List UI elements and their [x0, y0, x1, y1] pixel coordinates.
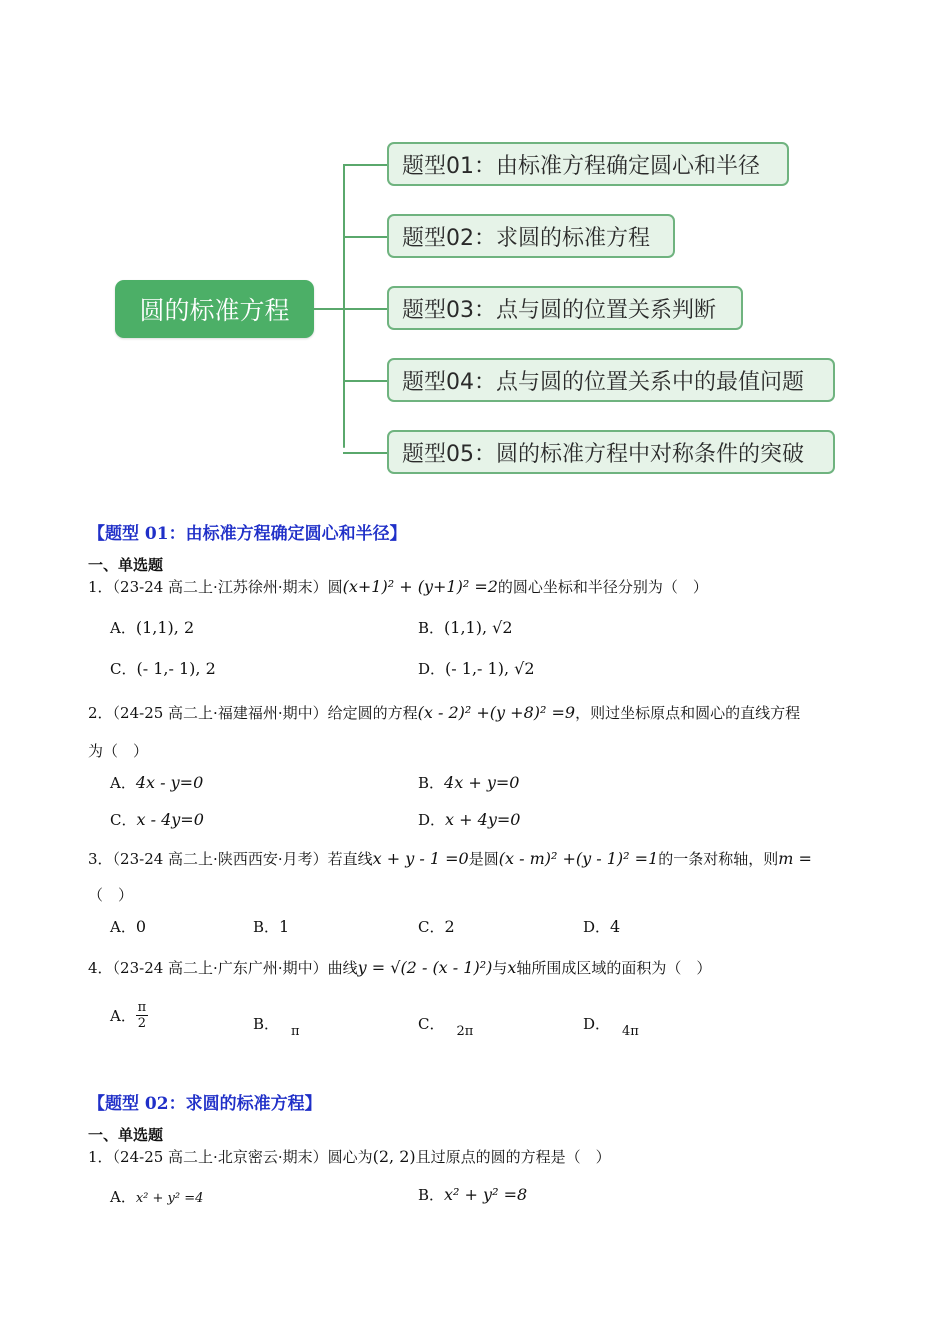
mindmap-branch: 题型01：由标准方程确定圆心和半径: [387, 142, 789, 186]
option-value: x² + y² =8: [444, 1185, 528, 1204]
option: [418, 1013, 474, 1039]
option-value: π: [291, 1024, 300, 1039]
option-value: 4x - y=0: [135, 773, 204, 792]
question-text: 圆: [327, 578, 343, 596]
question: [88, 957, 711, 978]
question-number: 1．: [88, 1148, 113, 1166]
fraction-numerator: π: [137, 1000, 147, 1015]
section-title: 【题型 02：求圆的标准方程】: [88, 1094, 322, 1114]
option: [418, 916, 455, 937]
question-text: 圆心为: [327, 1148, 373, 1166]
option-value: (- 1,- 1), 2: [136, 659, 216, 678]
option-label: A．: [110, 1188, 136, 1206]
mindmap-branch: 题型03：点与圆的位置关系判断: [387, 286, 743, 330]
mindmap-root: 圆的标准方程: [115, 280, 314, 338]
option-value: (1,1), 2: [135, 618, 195, 637]
question-text: 若直线: [327, 850, 373, 868]
option-label: A．: [110, 619, 136, 637]
question-text: 曲线: [327, 959, 358, 977]
question: [88, 702, 800, 723]
option-value: 2π: [456, 1024, 474, 1039]
option: [110, 809, 204, 830]
mindmap-branch: 题型04：点与圆的位置关系中的最值问题: [387, 358, 835, 402]
option-label: A．: [110, 1007, 136, 1025]
question: [88, 848, 812, 869]
option: [583, 1013, 639, 1039]
option-value: 2: [444, 917, 455, 936]
question-text: 给定圆的方程: [327, 704, 418, 722]
question-number: 4．: [88, 959, 113, 977]
question-source: （24-25 高二上·北京密云·期末）: [112, 1148, 328, 1166]
option-label: D．: [583, 918, 611, 936]
option: [253, 1013, 300, 1039]
option-label: C．: [110, 660, 137, 678]
question-text: （ ）: [88, 886, 134, 904]
mindmap-connector: [314, 308, 344, 310]
question-number: 1．: [88, 578, 113, 596]
question: [88, 576, 708, 597]
question-number: 2．: [88, 704, 113, 722]
option-label: B．: [418, 1186, 445, 1204]
option-value: x + 4y=0: [445, 810, 521, 829]
option-label: D．: [583, 1015, 611, 1033]
option: [110, 1186, 203, 1207]
option-label: A．: [110, 918, 136, 936]
question-text: 为（ ）: [88, 742, 149, 760]
section-subtitle: 一、单选题: [88, 1126, 164, 1144]
question-text: 是圆: [468, 850, 499, 868]
option: [110, 658, 216, 679]
option-label: B．: [253, 1015, 280, 1033]
option: [110, 617, 194, 638]
option: [110, 916, 146, 937]
question-text: 与: [492, 959, 508, 977]
option-value: x - 4y=0: [136, 810, 204, 829]
equation: x + y - 1 =0: [372, 849, 469, 868]
option-label: B．: [418, 774, 445, 792]
question-source: （23-24 高二上·广东广州·期中）: [112, 959, 328, 977]
equation: (x - 2)² +(y +8)² =9: [417, 703, 576, 722]
equation: (2, 2): [372, 1147, 416, 1166]
option-label: B．: [253, 918, 280, 936]
option: [418, 1184, 527, 1205]
question: [88, 1146, 611, 1167]
option: [253, 916, 289, 937]
equation: x: [507, 958, 517, 977]
question-text: 轴所围成区域的面积为（ ）: [516, 959, 712, 977]
section-title: 【题型 01：由标准方程确定圆心和半径】: [88, 524, 407, 544]
option: [583, 916, 620, 937]
option-label: C．: [418, 1015, 445, 1033]
question-text: ，则过坐标原点和圆心的直线方程: [575, 704, 801, 722]
option-value: (1,1), √2: [444, 618, 513, 637]
section-subtitle: 一、单选题: [88, 556, 164, 574]
option-value: 4: [610, 917, 621, 936]
question-number: 3．: [88, 850, 113, 868]
option: [110, 772, 203, 793]
option-value: 4π: [622, 1024, 639, 1039]
question-source: （23-24 高二上·陕西西安·月考）: [112, 850, 328, 868]
option: [418, 658, 535, 679]
option-value: (- 1,- 1), √2: [445, 659, 535, 678]
option: [418, 617, 513, 638]
option: [418, 809, 520, 830]
question-source: （24-25 高二上·福建福州·期中）: [112, 704, 328, 722]
question-text: 的圆心坐标和半径分别为（ ）: [497, 578, 708, 596]
option-value: 4x + y=0: [444, 773, 520, 792]
option-label: D．: [418, 811, 446, 829]
option: [110, 1000, 148, 1031]
option-label: B．: [418, 619, 445, 637]
mindmap-connector: [343, 380, 387, 382]
question-text: 且过原点的圆的方程是（ ）: [415, 1148, 611, 1166]
equation: m =: [778, 849, 812, 868]
question-text: 的一条对称轴，则: [658, 850, 779, 868]
fraction: [136, 1000, 148, 1031]
mindmap-connector: [343, 164, 345, 180]
fraction-denominator: 2: [137, 1016, 146, 1031]
option-value: x² + y² =4: [135, 1191, 204, 1206]
mindmap-branch: 题型02：求圆的标准方程: [387, 214, 675, 258]
option-value: 1: [279, 917, 290, 936]
option-label: D．: [418, 660, 446, 678]
option-value: 0: [135, 917, 147, 936]
mindmap-connector: [343, 164, 387, 166]
question-source: （23-24 高二上·江苏徐州·期末）: [112, 578, 328, 596]
equation: (x - m)² +(y - 1)² =1: [498, 849, 659, 868]
mindmap-connector: [343, 178, 345, 448]
option-label: A．: [110, 774, 136, 792]
mindmap-connector: [343, 236, 387, 238]
mindmap-connector: [343, 452, 387, 454]
option-label: C．: [110, 811, 137, 829]
equation: (x+1)² + (y+1)² =2: [342, 577, 498, 596]
mindmap-branch: 题型05：圆的标准方程中对称条件的突破: [387, 430, 835, 474]
option: [418, 772, 519, 793]
equation: y = √(2 - (x - 1)²): [357, 958, 493, 977]
option-label: C．: [418, 918, 445, 936]
mindmap-connector: [343, 308, 387, 310]
